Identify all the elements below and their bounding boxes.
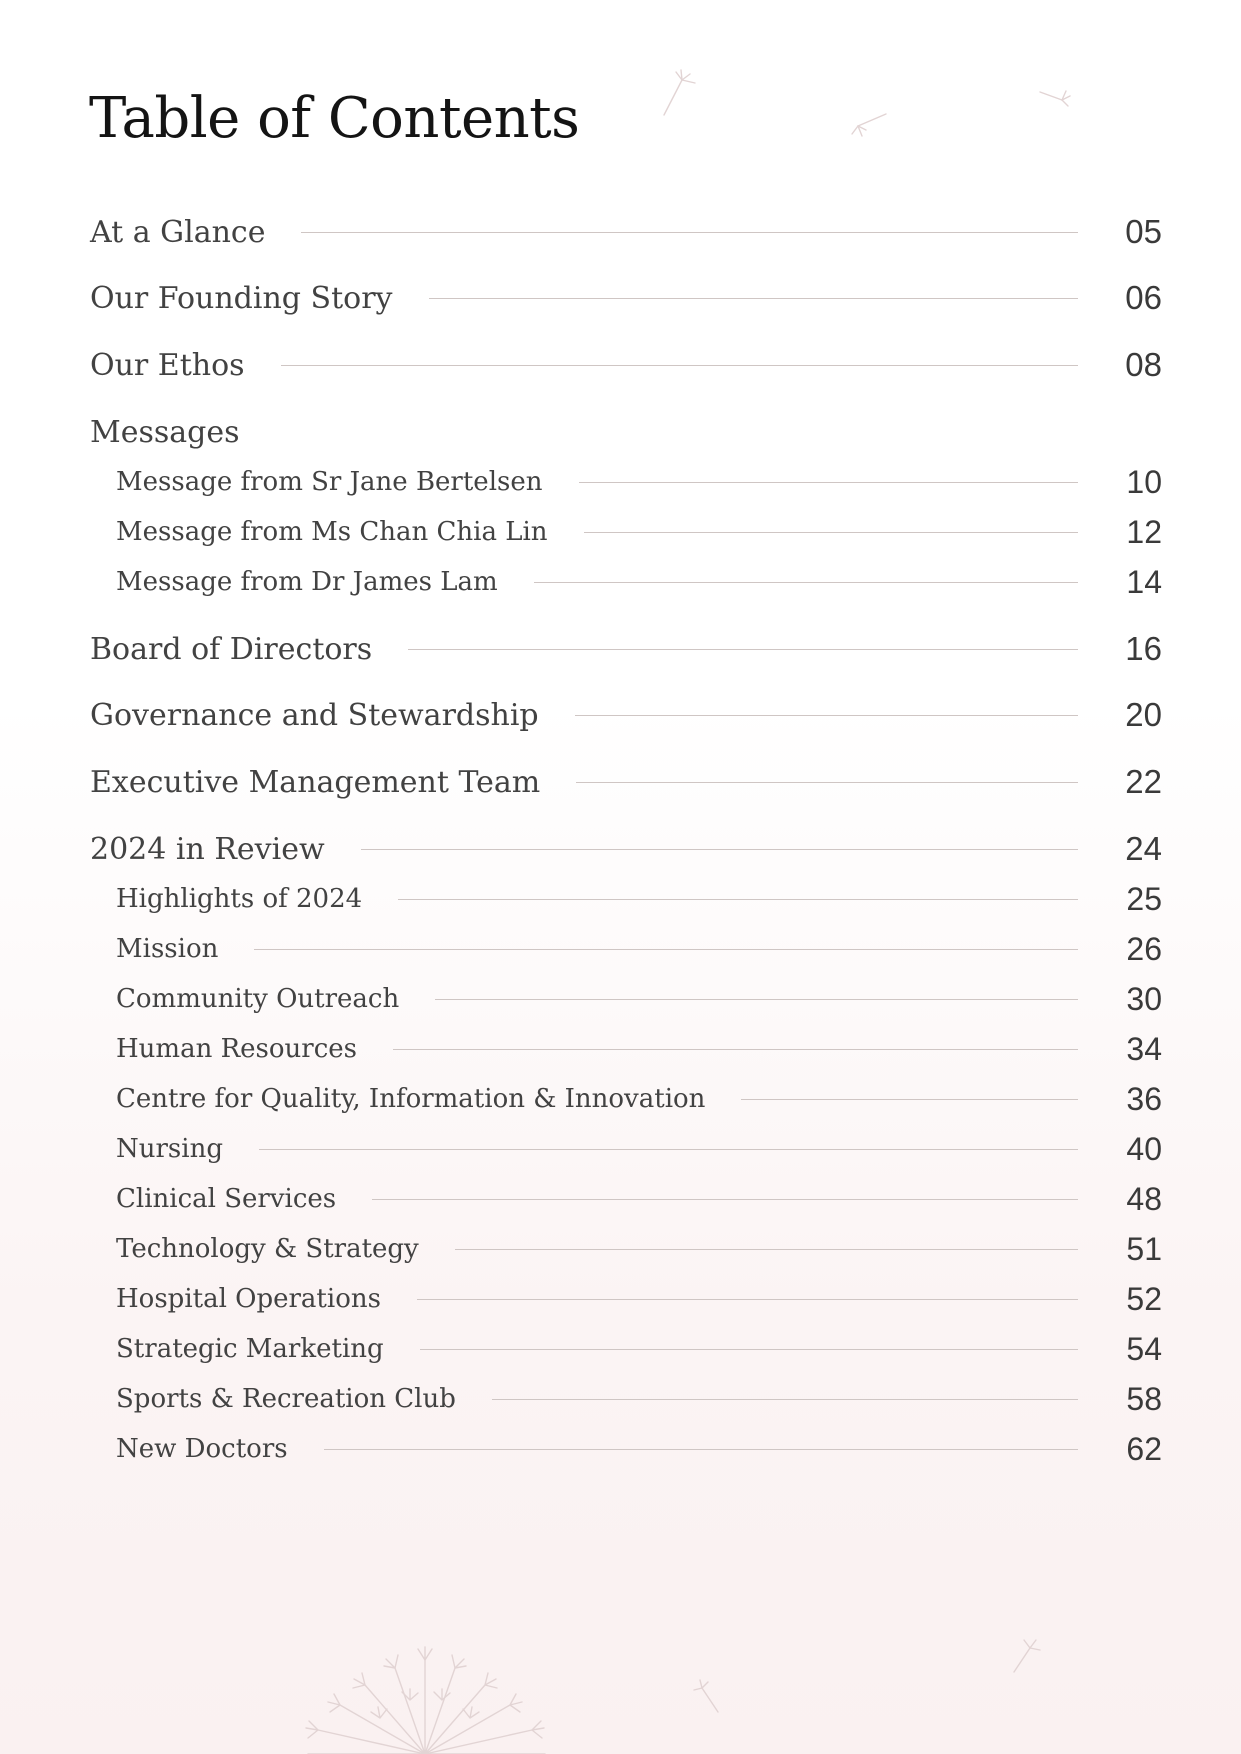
toc-subentry[interactable]: [0, 510, 1241, 554]
toc-subentry[interactable]: [0, 1377, 1241, 1421]
toc-entry-label: Sports & Recreation Club: [116, 1384, 456, 1414]
toc-entry-label: Mission: [116, 934, 219, 964]
toc-subentry[interactable]: [0, 1127, 1241, 1171]
toc-subentry[interactable]: [0, 977, 1241, 1021]
toc-entry-label: Highlights of 2024: [116, 884, 363, 914]
leader-line: [492, 1399, 1078, 1400]
toc-entry-page: 34: [1126, 1030, 1162, 1067]
toc-subentry[interactable]: [0, 460, 1241, 504]
toc-entry-page: 26: [1126, 930, 1162, 967]
toc-entry-page: 06: [1125, 279, 1162, 316]
toc-entry-page: 48: [1126, 1180, 1162, 1217]
toc-entry-page: 36: [1126, 1080, 1162, 1117]
toc-entry-label: Hospital Operations: [116, 1284, 381, 1314]
toc-subentry[interactable]: [0, 1227, 1241, 1271]
leader-line: [435, 999, 1078, 1000]
toc-entry-label: Governance and Stewardship: [90, 697, 539, 733]
toc-subentry[interactable]: [0, 1277, 1241, 1321]
toc-entry-page: 30: [1126, 980, 1162, 1017]
leader-line: [584, 532, 1078, 533]
leader-line: [420, 1349, 1078, 1350]
toc-entry-page: 52: [1126, 1280, 1162, 1317]
toc-entry-page: 16: [1125, 630, 1162, 667]
toc-entry-page: 14: [1126, 563, 1162, 600]
toc-entry-page: 22: [1125, 763, 1162, 800]
toc-entry-label: Technology & Strategy: [116, 1234, 419, 1264]
leader-line: [408, 649, 1078, 650]
toc-entry[interactable]: [0, 827, 1241, 871]
toc-entry-label: Nursing: [116, 1134, 223, 1164]
toc-entry[interactable]: [0, 210, 1241, 254]
toc-entry-page: 58: [1126, 1380, 1162, 1417]
toc-entry[interactable]: [0, 693, 1241, 737]
leader-line: [393, 1049, 1078, 1050]
toc-entry[interactable]: [0, 760, 1241, 804]
toc-entry[interactable]: [0, 276, 1241, 320]
toc-entry-label: 2024 in Review: [90, 831, 325, 867]
toc-subentry[interactable]: [0, 560, 1241, 604]
toc-entry-page: 51: [1126, 1230, 1162, 1267]
toc-entry-page: 10: [1126, 463, 1162, 500]
toc-subentry[interactable]: [0, 1327, 1241, 1371]
leader-line: [259, 1149, 1078, 1150]
leader-line: [324, 1449, 1078, 1450]
toc-entry-page: 40: [1126, 1130, 1162, 1167]
toc-entry-page: 08: [1125, 346, 1162, 383]
leader-line: [534, 582, 1078, 583]
toc-section-heading: [0, 410, 1241, 454]
toc-entry[interactable]: [0, 627, 1241, 671]
toc-entry-label: Centre for Quality, Information & Innovation: [116, 1084, 706, 1114]
leader-line: [575, 715, 1078, 716]
toc-entry-page: 20: [1125, 696, 1162, 733]
leader-line: [429, 298, 1079, 299]
leader-line: [281, 365, 1078, 366]
leader-line: [361, 849, 1078, 850]
toc-entry-label: Messages: [90, 414, 240, 450]
page-title: Table of Contents: [89, 86, 580, 151]
leader-line: [741, 1099, 1078, 1100]
toc-subentry[interactable]: [0, 1177, 1241, 1221]
toc-entry-page: 05: [1125, 213, 1162, 250]
leader-line: [254, 949, 1078, 950]
toc-entry-page: 54: [1126, 1330, 1162, 1367]
leader-line: [301, 232, 1078, 233]
toc-subentry[interactable]: [0, 1077, 1241, 1121]
toc-entry-page: 62: [1126, 1430, 1162, 1467]
leader-line: [372, 1199, 1078, 1200]
leader-line: [455, 1249, 1078, 1250]
toc-entry-page: 24: [1125, 830, 1162, 867]
toc-entry-label: Message from Sr Jane Bertelsen: [116, 467, 543, 497]
toc-subentry[interactable]: [0, 1427, 1241, 1471]
toc-entry-label: Message from Dr James Lam: [116, 567, 498, 597]
toc-entry-label: Our Ethos: [90, 347, 245, 383]
toc-entry-label: Clinical Services: [116, 1184, 337, 1214]
toc-entry-label: Our Founding Story: [90, 280, 393, 316]
toc-subentry[interactable]: [0, 1027, 1241, 1071]
toc-subentry[interactable]: [0, 877, 1241, 921]
toc-entry[interactable]: [0, 343, 1241, 387]
leader-line: [417, 1299, 1078, 1300]
toc-entry-label: Human Resources: [116, 1034, 358, 1064]
toc-entry-label: Board of Directors: [90, 631, 373, 667]
toc-entry-label: New Doctors: [116, 1434, 288, 1464]
toc-entry-label: Executive Management Team: [90, 764, 541, 800]
toc-entry-label: At a Glance: [90, 214, 266, 250]
toc-entry-label: Community Outreach: [116, 984, 400, 1014]
toc-subentry[interactable]: [0, 927, 1241, 971]
leader-line: [576, 782, 1078, 783]
toc-entry-page: 25: [1126, 880, 1162, 917]
leader-line: [398, 899, 1078, 900]
toc-entry-label: Strategic Marketing: [116, 1334, 384, 1364]
toc-entry-page: 12: [1126, 513, 1162, 550]
toc-entry-label: Message from Ms Chan Chia Lin: [116, 517, 548, 547]
leader-line: [579, 482, 1079, 483]
